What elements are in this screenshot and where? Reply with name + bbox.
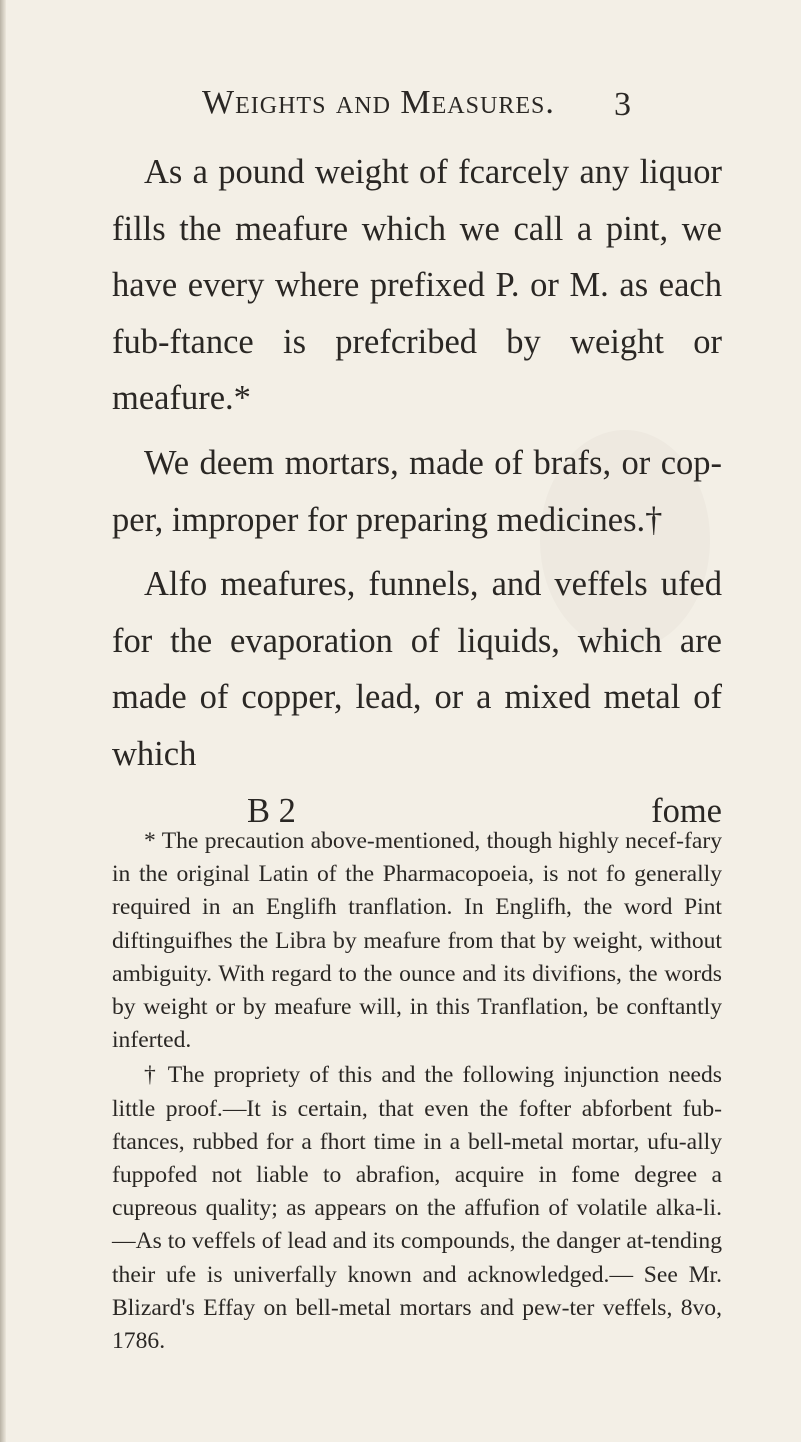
footnote-2: † The propriety of this and the following injunction needs little proof.—It is certain, that even the fofter abforbent fub-ftances, rubbed for a fhort time in a bell-metal mortar, ufu-ally fuppofed not liable to abrafion, acquire in fome degree a cupreous quality; as appears on the affufion of volatile alka-li.—As to veffels of lead and its compounds, the danger at-tending their ufe is univerfally known and acknowledged.— See Mr. Blizard's Effay on bell-metal mortars and pew-ter veffels, 8vo, 1786. bbox=[112, 1062, 722, 1355]
main-text bbox=[112, 144, 722, 839]
running-title: Weights and Measures. bbox=[202, 84, 555, 121]
catchword: fome bbox=[651, 791, 722, 830]
paragraph-3: Alfo meafures, funnels, and veffels ufed for the evaporation of liquids, which are made of copper, lead, or a mixed metal of which bbox=[112, 565, 722, 773]
page-number: 3 bbox=[614, 86, 631, 123]
page-gutter-shadow bbox=[0, 0, 6, 1442]
paragraph-2: We deem mortars, made of brafs, or cop-per, improper for preparing medicines.† bbox=[112, 443, 722, 539]
signature-mark: B 2 bbox=[247, 791, 296, 830]
paragraph-1: As a pound weight of fcarcely any liquor fills the meafure which we call a pint, we have every where prefixed P. or M. as each fub-ftance is prefcribed by weight or meafure.* bbox=[112, 153, 722, 418]
page-header bbox=[0, 84, 801, 134]
footnotes bbox=[112, 825, 722, 1358]
footnote-1: * The precaution above-mentioned, though highly necef-fary in the original Latin of the Pharmacopoeia, is not fo generally required in an Englifh tranflation. In Englifh, the word Pint diftinguifhes the Libra by meafure from that by weight, without ambiguity. With regard to the ounce and its divifions, the words by weight or by meafure will, in this Tranflation, be conftantly inferted. bbox=[112, 828, 722, 1054]
